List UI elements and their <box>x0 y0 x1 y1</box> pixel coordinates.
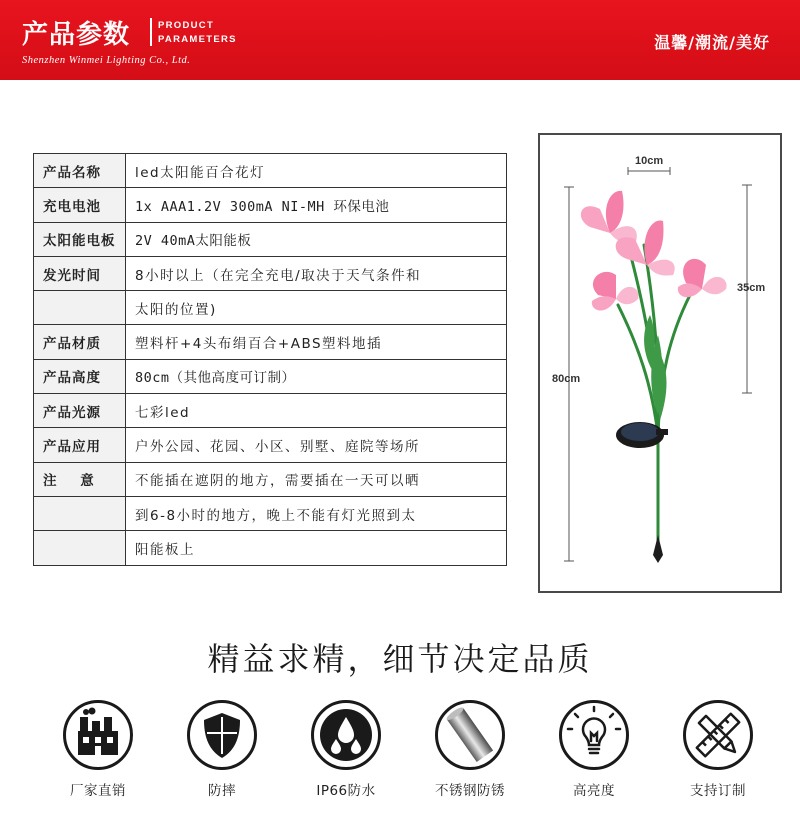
spec-value: 到6-8小时的地方，晚上不能有灯光照到太 <box>126 496 507 530</box>
feature-shockproof <box>174 700 270 799</box>
spec-row <box>34 154 507 188</box>
feature-high-brightness <box>546 700 642 799</box>
shield-icon <box>187 700 257 770</box>
spec-label: 产品应用 <box>34 428 126 462</box>
factory-icon <box>63 700 133 770</box>
spec-value: 户外公园、花园、小区、别墅、庭院等场所 <box>126 428 507 462</box>
spec-value: 80cm（其他高度可订制） <box>126 359 507 393</box>
spec-value: 阳能板上 <box>126 531 507 565</box>
feature-waterproof <box>298 700 394 799</box>
water-drops-icon <box>311 700 381 770</box>
lily-flowers <box>581 191 727 311</box>
spec-row <box>34 291 507 325</box>
width-dimension-label: 10cm <box>635 155 664 167</box>
spec-label: 产品材质 <box>34 325 126 359</box>
feature-factory-direct <box>50 700 146 799</box>
banner-subtitle-line2: PARAMETERS <box>158 34 237 45</box>
spec-row <box>34 496 507 530</box>
solar-panel <box>616 422 668 448</box>
banner-title: 产品参数 <box>22 20 131 50</box>
spec-value: 塑料杆+4头布绢百合+ABS塑料地插 <box>126 325 507 359</box>
spec-value: 不能插在遮阴的地方，需要插在一天可以晒 <box>126 462 507 496</box>
banner-subtitle-line1: PRODUCT <box>158 20 215 31</box>
spec-label: 注 意 <box>34 462 126 496</box>
ground-spike <box>653 535 663 563</box>
spec-row <box>34 531 507 565</box>
spec-row <box>34 462 507 496</box>
spec-value: 七彩led <box>126 394 507 428</box>
banner-subtitle-en <box>158 19 237 47</box>
spec-row <box>34 222 507 256</box>
spec-label-empty <box>34 531 126 565</box>
spec-value: 1x AAA1.2V 300mA NI-MH 环保电池 <box>126 188 507 222</box>
feature-stainless-steel <box>422 700 518 799</box>
spec-label: 发光时间 <box>34 256 126 290</box>
spec-row <box>34 359 507 393</box>
banner-divider <box>150 18 152 46</box>
banner-tagline: 温馨/潮流/美好 <box>654 33 770 52</box>
feature-label: 不锈钢防锈 <box>435 783 505 799</box>
feature-label: IP66防水 <box>316 783 376 799</box>
feature-label: 防摔 <box>208 783 236 799</box>
spec-row <box>34 256 507 290</box>
slogan: 精益求精，细节决定品质 <box>207 640 593 678</box>
spec-label-empty <box>34 291 126 325</box>
total-height-dimension-label: 80cm <box>552 373 581 385</box>
steel-tube-icon <box>435 700 505 770</box>
spec-label: 产品高度 <box>34 359 126 393</box>
spec-row <box>34 428 507 462</box>
spec-label: 太阳能电板 <box>34 222 126 256</box>
feature-label: 支持订制 <box>690 783 746 799</box>
feature-label: 厂家直销 <box>70 783 126 799</box>
spec-row <box>34 188 507 222</box>
spec-value: led太阳能百合花灯 <box>126 154 507 188</box>
header-banner <box>0 0 800 80</box>
product-photo <box>538 133 782 593</box>
spec-value: 太阳的位置) <box>126 291 507 325</box>
spec-row <box>34 394 507 428</box>
spec-label: 充电电池 <box>34 188 126 222</box>
ruler-pencil-icon <box>683 700 753 770</box>
spec-value: 2V 40mA太阳能板 <box>126 222 507 256</box>
spec-table <box>33 153 507 566</box>
spec-label: 产品光源 <box>34 394 126 428</box>
light-bulb-icon <box>559 700 629 770</box>
spec-label: 产品名称 <box>34 154 126 188</box>
flower-height-dimension-label: 35cm <box>737 282 766 294</box>
company-name: Shenzhen Winmei Lighting Co., Ltd. <box>22 55 191 66</box>
spec-row <box>34 325 507 359</box>
feature-customizable <box>670 700 766 799</box>
spec-label-empty <box>34 496 126 530</box>
feature-label: 高亮度 <box>573 783 615 799</box>
lily-lamp-illustration <box>540 135 780 591</box>
spec-value: 8小时以上（在完全充电/取决于天气条件和 <box>126 256 507 290</box>
